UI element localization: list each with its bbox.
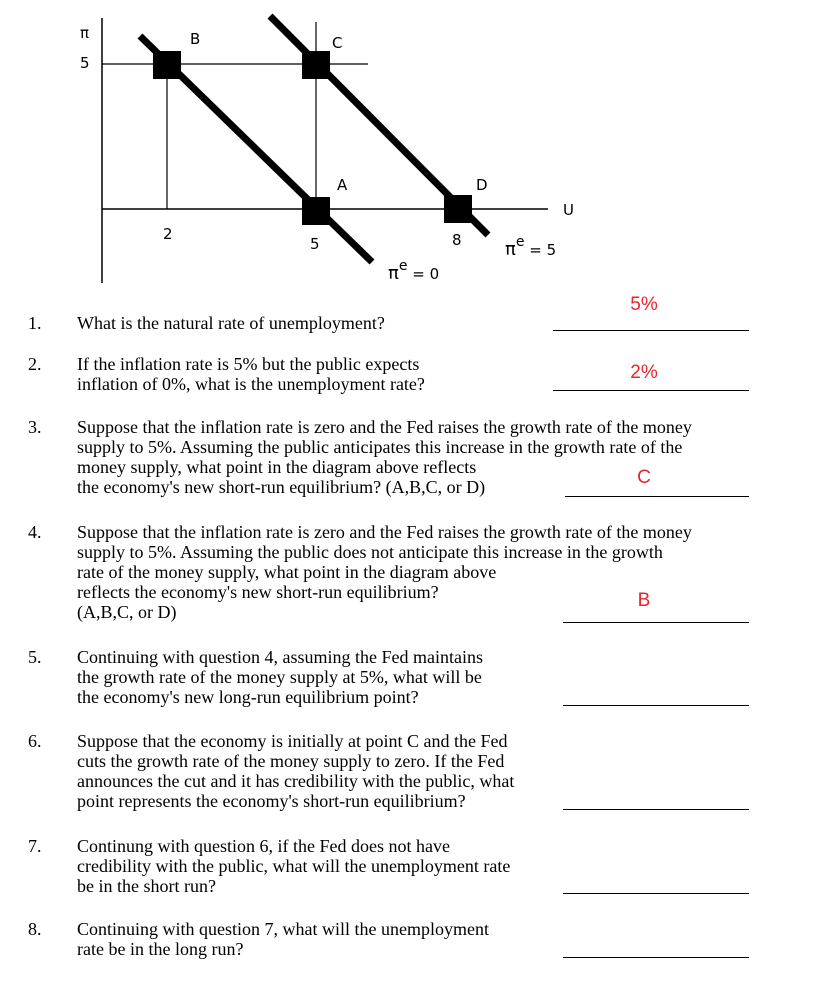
question-number: 5. — [28, 647, 42, 667]
point-a-marker — [302, 197, 330, 225]
question-text: Continung with question 6, if the Fed does not have credibility with the public, what will the unemployment rate be in the short run? — [77, 836, 511, 896]
point-c-marker — [302, 51, 330, 79]
answer-line[interactable] — [563, 705, 749, 706]
answer-line[interactable] — [563, 622, 749, 623]
question-number: 7. — [28, 836, 42, 856]
point-d-marker — [444, 195, 472, 223]
point-b-marker — [153, 51, 181, 79]
answer-line[interactable] — [563, 957, 749, 958]
answer-text: B — [637, 590, 651, 611]
y-tick-5: 5 — [80, 54, 90, 72]
point-d-label: D — [476, 176, 488, 194]
x-axis-label: U — [563, 201, 574, 219]
point-c-label: C — [332, 34, 343, 52]
x-tick-2: 2 — [163, 225, 173, 243]
answer-text: 5% — [630, 294, 658, 315]
question-text: Suppose that the inflation rate is zero and the Fed raises the growth rate of the money supply to 5%. Assuming the public does not anticipate this increase in the growth rate of the money supply, what point in the diagram above reflects the economy's new short-run equilibrium? (A,B,C, or D) — [77, 522, 692, 622]
answer-text: C — [637, 467, 651, 488]
question-number: 3. — [28, 417, 42, 437]
point-a-label: A — [337, 176, 348, 194]
answer-line[interactable] — [553, 330, 749, 331]
x-tick-5: 5 — [310, 235, 320, 253]
phillips-curve-diagram — [0, 0, 830, 300]
question-text: What is the natural rate of unemployment? — [77, 313, 385, 333]
y-axis-label: π — [80, 24, 90, 42]
question-number: 1. — [28, 313, 42, 333]
question-number: 2. — [28, 354, 42, 374]
question-number: 4. — [28, 522, 42, 542]
answer-line[interactable] — [563, 893, 749, 894]
question-number: 8. — [28, 919, 42, 939]
answer-line[interactable] — [565, 496, 749, 497]
answer-text: 2% — [630, 362, 658, 383]
question-number: 6. — [28, 731, 42, 751]
curve-pe0-label: πe = 0 — [388, 258, 440, 284]
x-tick-8: 8 — [452, 231, 462, 249]
answer-line[interactable] — [553, 390, 749, 391]
question-text: Suppose that the inflation rate is zero and the Fed raises the growth rate of the money supply to 5%. Assuming the public anticipates this increase in the growth rate of the money supply, what point in the diagram above reflects the economy's new short-run equilibrium? (A,B,C, or D) — [77, 417, 692, 497]
curve-pe5-label: πe = 5 — [505, 234, 557, 260]
answer-line[interactable] — [563, 809, 749, 810]
point-b-label: B — [190, 30, 201, 48]
question-text: If the inflation rate is 5% but the public expects inflation of 0%, what is the unemployment rate? — [77, 354, 425, 394]
question-text: Continuing with question 4, assuming the Fed maintains the growth rate of the money supply at 5%, what will be the economy's new long-run equilibrium point? — [77, 647, 483, 707]
question-text: Suppose that the economy is initially at point C and the Fed cuts the growth rate of the money supply to zero. If the Fed announces the cut and it has credibility with the public, what point represents the economy's short-run equilibrium? — [77, 731, 515, 811]
question-text: Continuing with question 7, what will the unemployment rate be in the long run? — [77, 919, 489, 959]
